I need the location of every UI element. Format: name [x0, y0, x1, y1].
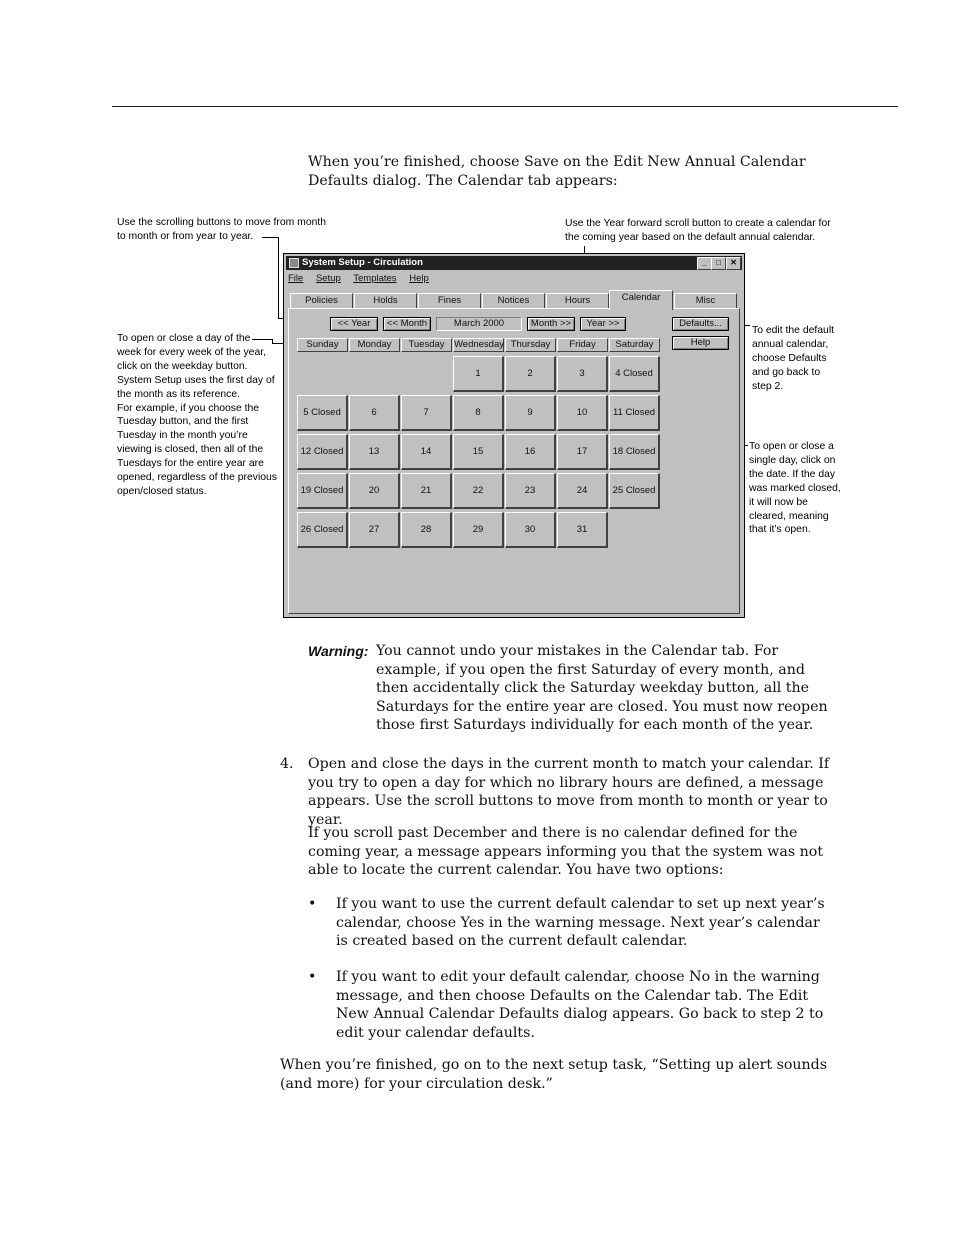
- next-month-button[interactable]: Month >>: [527, 317, 575, 331]
- day-cell[interactable]: 27: [349, 512, 400, 548]
- list-item: If you want to use the current default calendar to set up next year’s calendar, choose Yes in the warning message. Next year’s calendar is created based on the current default calendar.: [336, 896, 825, 950]
- step-paragraph: If you scroll past December and there is no calendar defined for the coming year, a message appears informing you that the system was not able to locate the current calendar. You have two options:: [308, 825, 824, 879]
- warning-text: You cannot undo your mistakes in the Calendar tab. For example, if you open the first Saturday of every month, and then accidentally click the Saturday weekday button, all the Saturdays for the entire year are closed. You must now reopen those first Saturdays individually for each month of the year.: [376, 643, 828, 734]
- step-text: Open and close the days in the current month to match your calendar. If you try to open a day for which no library hours are defined, a message appears. Use the scroll buttons to move from month to month or year to year.: [308, 756, 830, 828]
- next-year-button[interactable]: Year >>: [580, 317, 626, 331]
- intro-paragraph: When you’re finished, choose Save on the Edit New Annual Calendar Defaults dialog. The Calendar tab appears:: [308, 154, 806, 189]
- day-cell[interactable]: 21: [401, 473, 452, 509]
- weekday-button-saturday[interactable]: Saturday: [609, 338, 660, 352]
- system-setup-window: [283, 253, 745, 618]
- current-month-field: March 2000: [436, 317, 522, 331]
- day-cell[interactable]: 26 Closed: [297, 512, 348, 548]
- step-number: 4.: [280, 756, 294, 772]
- menu-templates[interactable]: Templates: [353, 273, 397, 284]
- maximize-icon[interactable]: □: [711, 257, 726, 270]
- day-cell[interactable]: 25 Closed: [609, 473, 660, 509]
- bullet-icon: •: [308, 969, 317, 985]
- weekday-button-friday[interactable]: Friday: [557, 338, 608, 352]
- window-title: System Setup - Circulation: [302, 257, 423, 268]
- weekday-button-wednesday[interactable]: Wednesday: [454, 339, 504, 350]
- callout-weekday: To open or close a day of the week for every week of the year, click on the weekday button. System Setup uses the first day of the month as its reference. For example, if you choose the Tuesday button, and the first Tuesday in the month you’re viewing is closed, then all of the Tuesdays for the entire year are opened, regardless of the previous open/closed status.: [117, 333, 278, 497]
- day-cell[interactable]: 5 Closed: [297, 395, 348, 431]
- weekday-button-tuesday[interactable]: Tuesday: [401, 338, 452, 352]
- day-cell[interactable]: 13: [349, 434, 400, 470]
- day-cell[interactable]: 15: [453, 434, 504, 470]
- weekday-button-thursday[interactable]: Thursday: [505, 338, 556, 352]
- menu-file[interactable]: File: [288, 273, 304, 284]
- day-cell[interactable]: 1: [453, 356, 504, 392]
- day-cell[interactable]: 6: [349, 395, 400, 431]
- callout-line: [252, 339, 272, 340]
- day-cell[interactable]: 22: [453, 473, 504, 509]
- defaults-button[interactable]: Defaults...: [672, 317, 729, 331]
- tab-hours[interactable]: Hours: [546, 293, 609, 308]
- warning-note: [308, 642, 848, 734]
- menu-setup[interactable]: Setup: [315, 273, 341, 284]
- close-icon[interactable]: ✕: [726, 257, 741, 270]
- day-cell[interactable]: 31: [557, 512, 608, 548]
- day-cell[interactable]: 30: [505, 512, 556, 548]
- bullet-icon: •: [308, 896, 317, 912]
- day-cell[interactable]: 2: [505, 356, 556, 392]
- header-rule: [112, 106, 898, 107]
- day-cell[interactable]: 19 Closed: [297, 473, 348, 509]
- list-item: If you want to edit your default calendar, choose No in the warning message, and then choose Defaults on the Calendar tab. The Edit New Annual Calendar Defaults dialog appears. Go back to step 2 to edit your calendar defaults.: [336, 969, 824, 1041]
- tab-misc[interactable]: Misc: [674, 293, 737, 308]
- app-icon: [289, 258, 299, 268]
- callout-year-forward: Use the Year forward scroll button to create a calendar for the coming year based on the default annual calendar.: [565, 218, 831, 243]
- callout-defaults: To edit the default annual calendar, choose Defaults and go back to step 2.: [752, 325, 835, 392]
- day-cell[interactable]: 7: [401, 395, 452, 431]
- day-cell[interactable]: 10: [557, 395, 608, 431]
- callout-single-day: To open or close a single day, click on the date. If the day was marked closed, it will now be cleared, meaning that it’s open.: [749, 441, 841, 536]
- day-cell[interactable]: 28: [401, 512, 452, 548]
- callout-line: [278, 237, 279, 319]
- tab-calendar[interactable]: Calendar: [609, 290, 673, 310]
- day-cell[interactable]: 24: [557, 473, 608, 509]
- closing-paragraph: When you’re finished, go on to the next setup task, “Setting up alert sounds (and more) for your circulation desk.”: [280, 1057, 828, 1092]
- tab-fines[interactable]: Fines: [418, 293, 481, 308]
- warning-label: Warning:: [308, 643, 369, 659]
- prev-year-button[interactable]: << Year: [330, 317, 378, 331]
- day-cell[interactable]: 11 Closed: [609, 395, 660, 431]
- day-cell[interactable]: 9: [505, 395, 556, 431]
- prev-month-button[interactable]: << Month: [383, 317, 431, 331]
- day-cell[interactable]: 20: [349, 473, 400, 509]
- title-bar: [286, 256, 742, 270]
- menu-help[interactable]: Help: [409, 273, 429, 284]
- day-cell[interactable]: 8: [453, 395, 504, 431]
- menu-bar: [288, 272, 439, 285]
- day-cell[interactable]: 29: [453, 512, 504, 548]
- day-cell[interactable]: 12 Closed: [297, 434, 348, 470]
- day-cell[interactable]: 16: [505, 434, 556, 470]
- minimize-icon[interactable]: _: [697, 257, 712, 270]
- tab-holds[interactable]: Holds: [354, 293, 417, 308]
- help-button[interactable]: Help: [672, 336, 729, 350]
- day-cell[interactable]: 4 Closed: [609, 356, 660, 392]
- day-cell[interactable]: 23: [505, 473, 556, 509]
- day-cell[interactable]: 3: [557, 356, 608, 392]
- callout-scroll: Use the scrolling buttons to move from month to month or from year to year.: [117, 217, 327, 242]
- day-cell[interactable]: 18 Closed: [609, 434, 660, 470]
- day-cell[interactable]: 17: [557, 434, 608, 470]
- weekday-button-sunday[interactable]: Sunday: [297, 338, 348, 352]
- tab-notices[interactable]: Notices: [482, 293, 545, 308]
- callout-line: [262, 237, 278, 238]
- day-cell[interactable]: 14: [401, 434, 452, 470]
- tab-policies[interactable]: Policies: [290, 293, 353, 308]
- weekday-button-monday[interactable]: Monday: [349, 338, 400, 352]
